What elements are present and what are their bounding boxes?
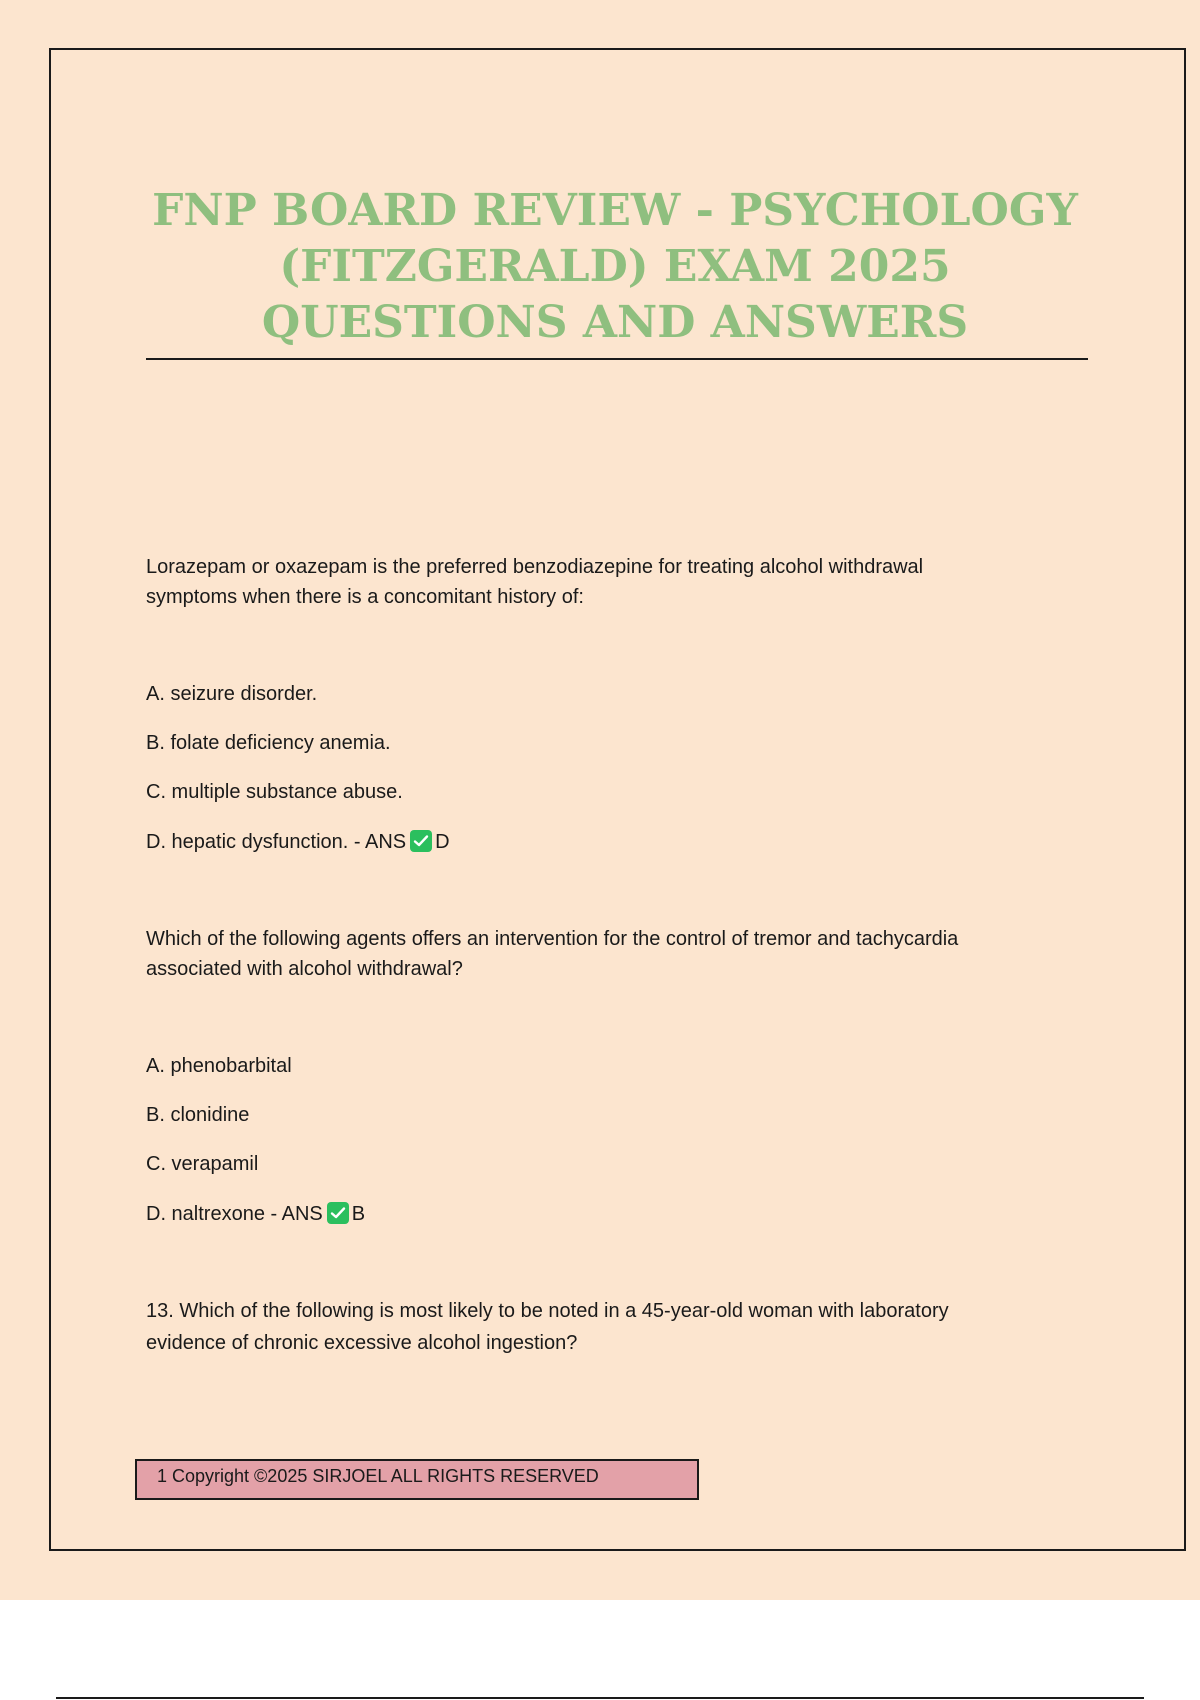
title-divider — [146, 358, 1088, 360]
question-3-stem-line1: 13. Which of the following is most likely to be noted in a 45-year-old woman with laboratory — [146, 1300, 949, 1322]
question-2-option-b: B. clonidine — [146, 1104, 250, 1126]
question-1-option-d-text: D. hepatic dysfunction. - ANS — [146, 831, 407, 853]
question-2-option-d-text: D. naltrexone - ANS — [146, 1203, 323, 1225]
question-1-option-d — [146, 827, 450, 858]
question-1-option-c: C. multiple substance abuse. — [146, 781, 403, 803]
question-2-stem-line1: Which of the following agents offers an intervention for the control of tremor and tachycardia — [146, 928, 959, 950]
question-1-option-a: A. seizure disorder. — [146, 683, 318, 705]
check-mark-icon — [410, 830, 432, 852]
question-2-option-d — [146, 1199, 365, 1230]
check-mark-icon — [327, 1202, 349, 1224]
question-1-stem-line1: Lorazepam or oxazepam is the preferred benzodiazepine for treating alcohol withdrawal — [146, 556, 924, 578]
question-3-stem-line2: evidence of chronic excessive alcohol ingestion? — [146, 1332, 578, 1354]
question-2-stem-line2: associated with alcohol withdrawal? — [146, 958, 463, 980]
question-1-answer: D — [435, 831, 450, 853]
question-1-stem-line2: symptoms when there is a concomitant history of: — [146, 586, 584, 608]
question-2-option-c: C. verapamil — [146, 1153, 259, 1175]
next-page-divider — [56, 1697, 1144, 1699]
question-2-option-a: A. phenobarbital — [146, 1055, 292, 1077]
document-title: FNP BOARD REVIEW - PSYCHOLOGY (FITZGERALD) EXAM 2025 QUESTIONS AND ANSWERS — [152, 185, 1078, 348]
question-1-option-b: B. folate deficiency anemia. — [146, 732, 391, 754]
question-2-answer: B — [351, 1203, 366, 1225]
copyright-footer: 1 Copyright ©2025 SIRJOEL ALL RIGHTS RESERVED — [135, 1459, 699, 1500]
